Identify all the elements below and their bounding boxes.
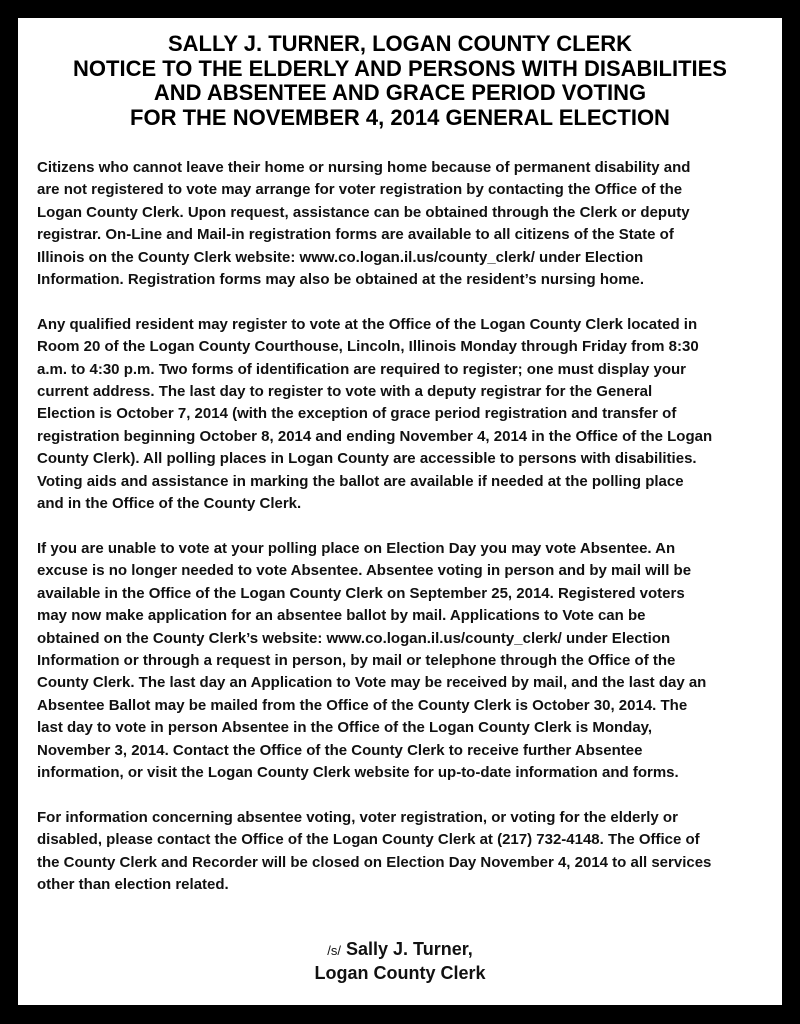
paragraph-line: Information. Registration forms may also be obtained at the resident’s nursing home.: [37, 271, 645, 289]
paragraph-line: Citizens who cannot leave their home or nursing home because of permanent disability and: [37, 159, 691, 176]
paragraph-line: Logan County Clerk. Upon request, assistance can be obtained through the Clerk or deputy: [37, 203, 690, 221]
paragraph-line: available in the Office of the Logan County Clerk on September 25, 2014. Registered voters: [37, 584, 685, 602]
signature-name: Sally J. Turner,: [341, 939, 473, 959]
paragraph-line: last day to vote in person Absentee in the Office of the Logan County Clerk is Monday,: [37, 719, 653, 737]
paragraph-line: may now make application for an absentee ballot by mail. Applications to Vote can be: [37, 607, 646, 625]
paragraph-line: Election is October 7, 2014 (with the exception of grace period registration and transfer of: [37, 405, 677, 423]
paragraph-line: the County Clerk and Recorder will be closed on Election Day November 4, 2014 to all services: [37, 853, 712, 871]
paragraph-line: Any qualified resident may register to vote at the Office of the Logan County Clerk located in: [37, 315, 698, 333]
paragraph-line: For information concerning absentee voting, voter registration, or voting for the elderly or: [37, 808, 678, 826]
paragraph-line: Illinois on the County Clerk website: www.co.logan.il.us/county_clerk/ under Election: [37, 248, 644, 266]
paragraph-line: other than election related.: [37, 875, 229, 893]
paragraph: [37, 157, 772, 291]
notice-title: [18, 32, 782, 130]
paragraph: [37, 314, 772, 516]
notice-body: [37, 157, 772, 919]
signature-title: Logan County Clerk: [314, 963, 486, 983]
paragraph-line: Room 20 of the Logan County Courthouse, Lincoln, Illinois Monday through Friday from 8:30: [37, 338, 699, 356]
paragraph-line: November 3, 2014. Contact the Office of the County Clerk to receive further Absentee: [37, 741, 643, 759]
title-line: NOTICE TO THE ELDERLY AND PERSONS WITH DISABILITIES: [73, 55, 727, 81]
paragraph-line: excuse is no longer needed to vote Absentee. Absentee voting in person and by mail will be: [37, 562, 692, 580]
paragraph: [37, 807, 772, 897]
paragraph-line: information, or visit the Logan County Clerk website for up-to-date information and forms.: [37, 763, 679, 781]
paragraph-line: County Clerk). All polling places in Logan County are accessible to persons with disabilities.: [37, 450, 697, 468]
paragraph-line: a.m. to 4:30 p.m. Two forms of identification are required to register; one must display your: [37, 360, 686, 378]
signature-block: [18, 938, 782, 985]
paragraph-line: current address. The last day to register to vote with a deputy registrar for the General: [37, 383, 653, 401]
paragraph-line: disabled, please contact the Office of the Logan County Clerk at (217) 732-4148. The Office of: [37, 831, 700, 849]
signature-prefix: /s/: [327, 943, 341, 958]
paragraph-line: County Clerk. The last day an Application to Vote may be received by mail, and the last day an: [37, 674, 707, 692]
paragraph-line: Information or through a request in person, by mail or telephone through the Office of the: [37, 651, 676, 669]
paragraph-line: registration beginning October 8, 2014 and ending November 4, 2014 in the Office of the Logan: [37, 427, 713, 445]
paragraph: [37, 538, 772, 784]
paragraph-line: and in the Office of the County Clerk.: [37, 495, 302, 513]
paragraph-line: If you are unable to vote at your polling place on Election Day you may vote Absentee. An: [37, 539, 676, 557]
paragraph-line: registrar. On-Line and Mail-in registration forms are available to all citizens of the State of: [37, 226, 674, 244]
paragraph-line: Voting aids and assistance in marking the ballot are available if needed at the polling place: [37, 472, 684, 490]
paragraph-line: obtained on the County Clerk’s website: www.co.logan.il.us/county_clerk/ under Election: [37, 629, 671, 647]
title-line: AND ABSENTEE AND GRACE PERIOD VOTING: [153, 80, 647, 105]
title-line: FOR THE NOVEMBER 4, 2014 GENERAL ELECTION: [130, 104, 670, 130]
signature-line: [18, 938, 782, 962]
paragraph-line: are not registered to vote may arrange for voter registration by contacting the Office of the: [37, 181, 683, 199]
title-line: SALLY J. TURNER, LOGAN COUNTY CLERK: [167, 31, 633, 56]
notice-page: [18, 18, 782, 1005]
paragraph-line: Absentee Ballot may be mailed from the Office of the County Clerk is October 30, 2014. The: [37, 696, 688, 714]
